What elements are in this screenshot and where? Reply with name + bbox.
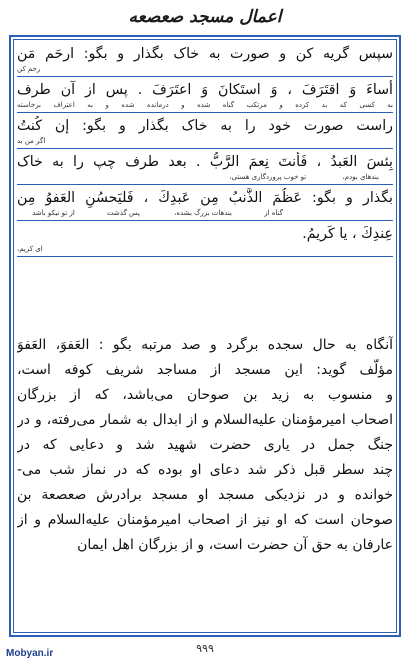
translation-gloss: بندهای بودم، <box>342 173 379 181</box>
supplication-line: بِئسَ العَبدُ ، فَأنتَ نِعمَ الرَّبُّ . بعد طرف چپ را به خاک <box>17 154 393 170</box>
supplication-line: أَساءَ وَ اقتَرَفَ ، وَ استَکانَ وَ اعتَرَفَ . پس از آن طرف <box>17 82 393 98</box>
prose-line: صوحان است که او نیز از اصحاب امیرمؤمنان علیه‌السلام و از <box>17 512 393 528</box>
prose-line: آنگاه به حال سجده برگرد و صد مرتبه بگو : العَفوَ، العَفوَ <box>17 337 393 353</box>
translation-gloss-row <box>17 172 393 182</box>
translation-gloss: به کسی که بد کرده و مرتکب گناه شده و درمانده شده و به اعتراف برخاسته <box>17 101 393 109</box>
divider <box>17 76 393 77</box>
prose-line: چند سطر قبل ذکر شد دعای او بوده که در نماز شب می- <box>17 462 393 478</box>
prose-line: جنگ جمل در یاری حضرت شهید شد و دعایی که در <box>17 437 393 453</box>
page-title: اعمال مسجد صعصعه <box>128 7 282 27</box>
page-number: ۹۹۹ <box>196 642 214 655</box>
translation-gloss: پس گذشت <box>107 209 140 217</box>
supplication-block-5 <box>17 188 393 223</box>
translation-gloss: رحم کن <box>17 65 41 73</box>
prose-line: و منسوب به زید بن صوحان می‌باشد، که از بزرگان <box>17 387 393 403</box>
divider <box>17 256 393 257</box>
translation-gloss: تو خوب پروردگاری هستی، <box>229 173 307 181</box>
prose-line: عارفان به حق آن حضرت است، و از بزرگان اهل ایمان <box>77 537 393 553</box>
prose-line: خوانده و در نزدیکی مسجد او مسجد برادرش صعصعة بن <box>17 487 393 503</box>
site-watermark: Mobyan.ir <box>6 648 54 659</box>
commentary-paragraph <box>17 333 393 558</box>
supplication-block-3 <box>17 116 393 151</box>
translation-gloss-row <box>17 208 393 218</box>
translation-gloss: گناه از <box>264 209 283 217</box>
supplication-block-2 <box>17 80 393 115</box>
translation-gloss: بندهات بزرگ بشده، <box>174 209 232 217</box>
supplication-line: راست صورت خود را به خاک بگذار و بگو: إن کُنتُ <box>17 118 393 134</box>
supplication-line: سپس گریه کن و صورت به خاک بگذار و بگو: ارحَم مَن <box>17 46 393 62</box>
divider <box>17 148 393 149</box>
translation-gloss: اگر من بد <box>17 137 46 145</box>
divider <box>17 220 393 221</box>
prose-line: اصحاب امیرمؤمنان علیه‌السلام و از ابدال به شمار می‌رفته، و در <box>17 412 393 428</box>
translation-gloss: از تو نیکو باشد <box>32 209 75 217</box>
divider <box>17 184 393 185</box>
prose-line: مؤلّف گوید: این مسجد از مساجد شریف کوفه است، <box>17 362 393 378</box>
supplication-line: بگذار و بگو: عَظُمَ الذَّنبُ مِن عَبدِكَ ، فَلیَحسُنِ العَفوُ مِن <box>17 190 393 206</box>
supplication-line: عِندِكَ ، یا کَریمُ. <box>302 226 393 242</box>
supplication-block-1 <box>17 44 393 79</box>
supplication-block-6 <box>17 224 393 259</box>
supplication-block-4 <box>17 152 393 187</box>
translation-gloss: ای کریم، <box>17 245 43 253</box>
divider <box>17 112 393 113</box>
